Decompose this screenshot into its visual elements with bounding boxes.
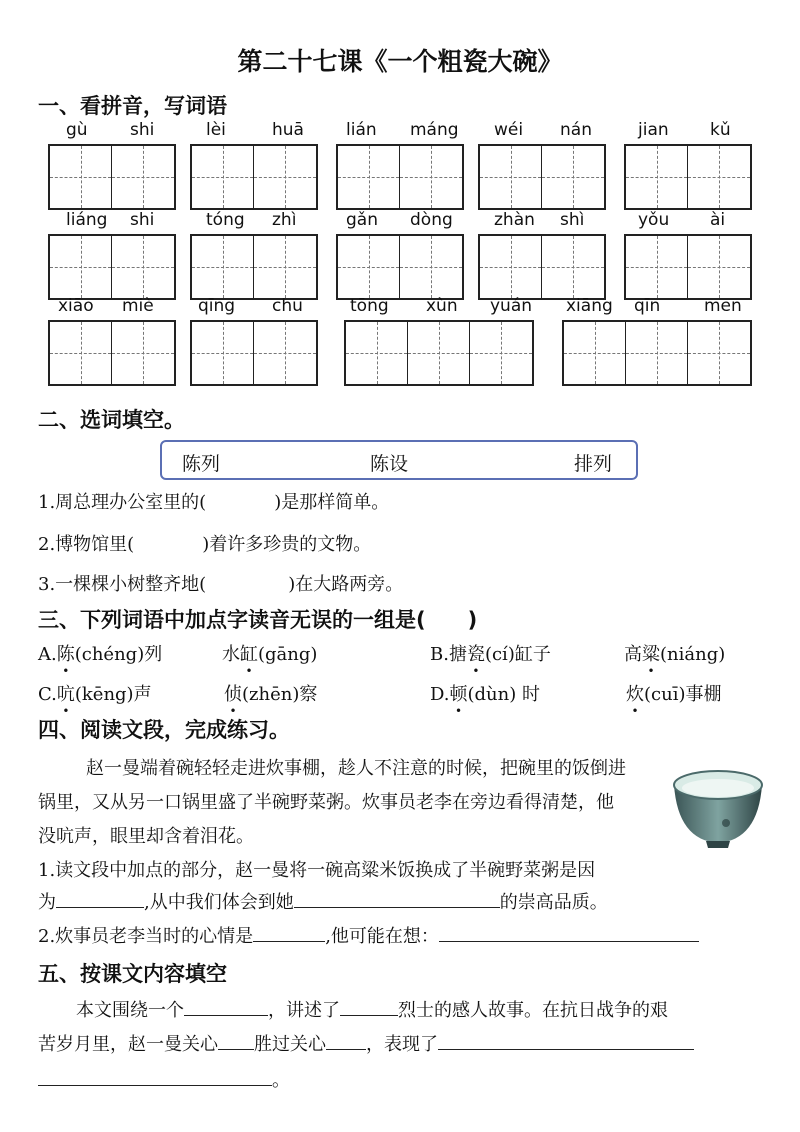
pinyin-label: máng	[410, 120, 459, 140]
reading-question-2: 2.炊事员老李当时的心情是 ,他可能在想：	[38, 922, 699, 948]
writing-cell[interactable]	[254, 236, 316, 298]
word-option: 陈列	[182, 453, 221, 475]
option-a-2: 水缸(gāng)	[222, 644, 318, 665]
writing-cell[interactable]	[50, 236, 112, 298]
pinyin-label: zhàn	[494, 210, 535, 230]
writing-cell[interactable]	[338, 146, 400, 208]
option-c-1: C.吭(kēng)声	[38, 684, 152, 705]
writing-cell[interactable]	[112, 146, 174, 208]
pinyin-label: chu	[272, 296, 303, 316]
writing-cell[interactable]	[688, 322, 750, 384]
writing-grid[interactable]	[48, 320, 176, 386]
pinyin-label: men	[704, 296, 742, 316]
writing-grid[interactable]	[190, 234, 318, 300]
pinyin-label: nán	[560, 120, 592, 140]
writing-cell[interactable]	[688, 146, 750, 208]
pinyin-label: kǔ	[710, 120, 731, 140]
section3-heading: 三、下列词语中加点字读音无误的一组是( )	[38, 608, 478, 632]
pinyin-label: xiāng	[566, 296, 613, 316]
pinyin-label: dòng	[410, 210, 453, 230]
pinyin-label: qīn	[634, 296, 661, 316]
fill-line-2: 苦岁月里，赵一曼关心 胜过关心 ，表现了	[38, 1030, 694, 1056]
section5-heading: 五、按课文内容填空	[38, 962, 227, 986]
pinyin-label: tóng	[206, 210, 245, 230]
fill-question-2: 2.博物馆里( )着许多珍贵的文物。	[38, 534, 372, 555]
writing-grid[interactable]	[624, 144, 752, 210]
answer-blank[interactable]	[294, 889, 500, 908]
page-title: 第二十七课《一个粗瓷大碗》	[237, 47, 563, 76]
fill-line-1: 本文围绕一个 ，讲述了 烈士的感人故事。在抗日战争的艰	[76, 996, 668, 1022]
pinyin-label: shì	[560, 210, 585, 230]
writing-cell[interactable]	[192, 322, 254, 384]
writing-grid[interactable]	[336, 234, 464, 300]
reading-question-1-cont: 为 ,从中我们体会到她 的崇高品质。	[38, 888, 608, 914]
fill-line-3: 。	[38, 1066, 290, 1092]
pinyin-label: xùn	[426, 296, 458, 316]
writing-cell[interactable]	[50, 146, 112, 208]
option-d-2: 炊(cuī)事棚	[626, 684, 722, 705]
section2-heading: 二、选词填空。	[38, 408, 185, 432]
answer-blank[interactable]	[438, 1031, 694, 1050]
writing-cell[interactable]	[50, 322, 112, 384]
fill-question-3: 3.一棵棵小树整齐地( )在大路两旁。	[38, 574, 404, 595]
pinyin-label: zhì	[272, 210, 297, 230]
word-option: 排列	[574, 453, 613, 475]
writing-grid[interactable]	[190, 320, 318, 386]
reading-question-1: 1.读文段中加点的部分，赵一曼将一碗高粱米饭换成了半碗野菜粥是因	[38, 860, 596, 881]
bowl-illustration	[668, 755, 768, 850]
writing-grid[interactable]	[190, 144, 318, 210]
writing-cell[interactable]	[192, 236, 254, 298]
option-b-2: 高粱(niáng)	[624, 644, 726, 665]
pinyin-label: tōng	[350, 296, 389, 316]
fill-question-1: 1.周总理办公室里的( )是那样简单。	[38, 492, 390, 513]
option-b-1: B.搪瓷(cí)缸子	[430, 644, 551, 665]
answer-blank[interactable]	[326, 1031, 366, 1050]
pinyin-label: qīng	[198, 296, 236, 316]
writing-cell[interactable]	[254, 146, 316, 208]
answer-blank[interactable]	[38, 1067, 272, 1086]
pinyin-label: lián	[346, 120, 377, 140]
pinyin-label: miè	[122, 296, 154, 316]
writing-cell[interactable]	[346, 322, 408, 384]
writing-cell[interactable]	[480, 236, 542, 298]
writing-cell[interactable]	[542, 146, 604, 208]
answer-blank[interactable]	[218, 1031, 254, 1050]
pinyin-label: gù	[66, 120, 88, 140]
section4-heading: 四、阅读文段，完成练习。	[38, 718, 290, 742]
section1-heading: 一、看拼音，写词语	[38, 94, 227, 118]
writing-cell[interactable]	[470, 322, 532, 384]
writing-cell[interactable]	[408, 322, 470, 384]
pinyin-label: jian	[638, 120, 669, 140]
pinyin-label: yǒu	[638, 210, 670, 230]
option-c-2: 侦(zhēn)察	[224, 684, 318, 705]
writing-cell[interactable]	[564, 322, 626, 384]
writing-grid[interactable]	[48, 234, 176, 300]
pinyin-label: shi	[130, 120, 155, 140]
writing-grid[interactable]	[478, 144, 606, 210]
word-choice-box	[160, 440, 638, 480]
pinyin-label: xiāo	[58, 296, 94, 316]
passage-line: 赵一曼端着碗轻轻走进炊事棚，趁人不注意的时候，把碗里的饭倒进	[86, 758, 626, 779]
writing-cell[interactable]	[400, 236, 462, 298]
writing-cell[interactable]	[542, 236, 604, 298]
writing-cell[interactable]	[254, 322, 316, 384]
writing-cell[interactable]	[338, 236, 400, 298]
pinyin-label: shi	[130, 210, 155, 230]
writing-cell[interactable]	[626, 146, 688, 208]
writing-grid[interactable]	[562, 320, 752, 386]
writing-cell[interactable]	[480, 146, 542, 208]
pinyin-label: gǎn	[346, 210, 378, 230]
pinyin-label: ài	[710, 210, 726, 230]
answer-blank[interactable]	[184, 997, 268, 1016]
pinyin-label: yuán	[490, 296, 533, 316]
writing-grid[interactable]	[48, 144, 176, 210]
writing-cell[interactable]	[626, 322, 688, 384]
answer-blank[interactable]	[439, 923, 699, 942]
writing-grid[interactable]	[336, 144, 464, 210]
writing-cell[interactable]	[626, 236, 688, 298]
writing-cell[interactable]	[688, 236, 750, 298]
writing-cell[interactable]	[112, 236, 174, 298]
pinyin-label: huā	[272, 120, 304, 140]
writing-grid[interactable]	[624, 234, 752, 300]
option-d-1: D.顿(dùn) 时	[430, 684, 540, 705]
writing-grid[interactable]	[344, 320, 534, 386]
pinyin-label: liáng	[66, 210, 108, 230]
pinyin-label: wéi	[494, 120, 524, 140]
pinyin-label: lèi	[206, 120, 226, 140]
answer-blank[interactable]	[340, 997, 398, 1016]
word-option: 陈设	[370, 453, 409, 475]
option-a-1: A.陈(chéng)列	[38, 644, 163, 665]
passage-line: 没吭声，眼里却含着泪花。	[38, 826, 254, 847]
writing-cell[interactable]	[112, 322, 174, 384]
answer-blank[interactable]	[56, 889, 144, 908]
writing-grid[interactable]	[478, 234, 606, 300]
writing-cell[interactable]	[192, 146, 254, 208]
answer-blank[interactable]	[253, 923, 325, 942]
writing-cell[interactable]	[400, 146, 462, 208]
passage-line: 锅里，又从另一口锅里盛了半碗野菜粥。炊事员老李在旁边看得清楚，他	[38, 792, 614, 813]
